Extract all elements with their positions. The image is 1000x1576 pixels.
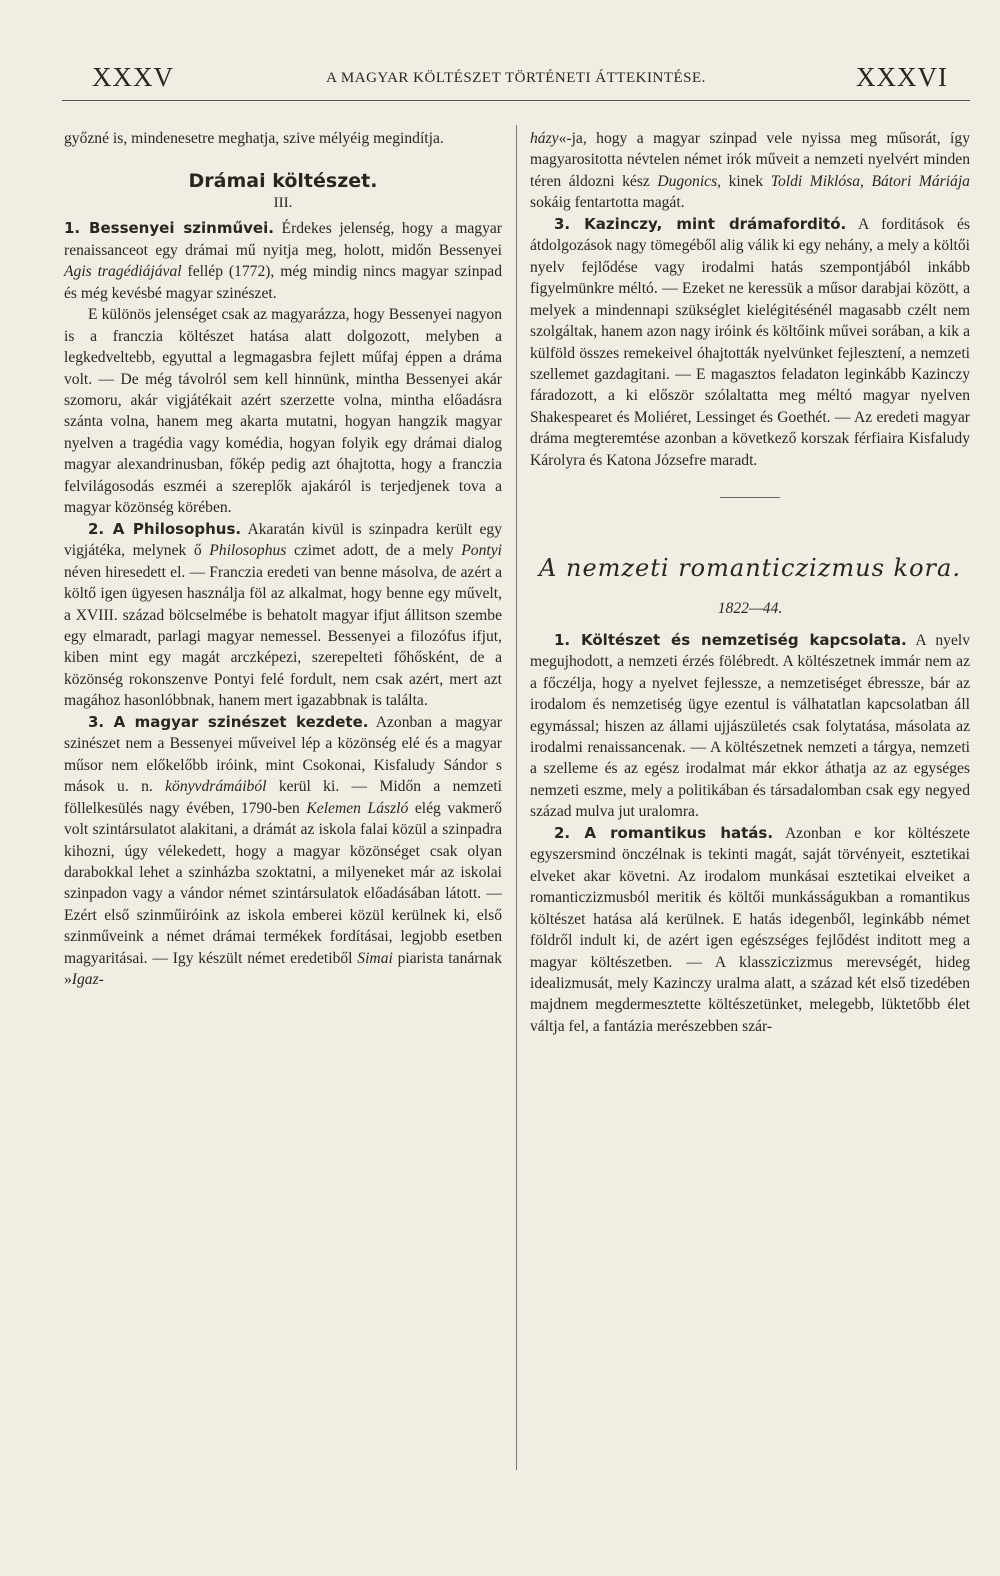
paragraph: 3. A magyar szinészet kezdete. Azonban a magyar szinészet nem a Bessenyei műveivel lép a közönség elé és a magyar műsor nem előkelőbb iróink, mint Csokonai, Kisfaludy Sándor s mások u. n. könyvdrámáiból kerül ki. — Midőn a nemzeti föllelkesülés nagy évében, 1790-ben Kelemen László elég vakmerő volt szintársulatot alakitani, a drámát az iskola falai közül a szinpadra kihozni, úgy vélekedett, hogy a magyar közönséget csak olyan darabokkal lehet a szinházba szoktatni, a milyeneket már az iskolai szinpadon vagy a vándor német szintársulatok előadásában látott. — Ezért első szinműiróink az iskola emberei közül kerülnek ki, első szinműveink a német drámai termékek fordításai, legjobb esetben magyaritásai. — Igy készült német eredetiből Simai piarista tanárnak »Igaz- [64,712,503,989]
subheading: 1. Bessenyei szinművei. [64,219,274,238]
work-title: házy [530,130,559,147]
work-title: Philosophus [209,542,287,560]
subheading: 2. A romantikus hatás. [554,823,774,842]
paragraph: házy«-ja, hogy a magyar szinpad vele nyissa meg műsorát, így magyarositotta névtelen német irók műveit a nemzeti nyelvért minden téren áldozni kész Dugonics, kinek Toldi Miklósa, Bátori Máriája sokáig fentartotta magát. [530,130,970,212]
section-heading: Drámai költészet. [188,170,378,193]
chapter-years: 1822—44. [717,600,783,618]
paragraph: E különös jelenséget csak az magyarázza, hogy Bessenyei nagyon is a franczia költészet hatása alatt dolgozott, melyben a legkedveltebb, egyuttal a legmagasbra fejlett műfaj éppen a dráma volt. — De még távolról sem kell hinnünk, mintha Bessenyei akár szomoru, akár vigjátékait azért szerzette volna, mintha előadásra szánta volna, hanem meg akarta mutatni, hogyan hangzik magyar nyelven a tragédia vagy komédia, hogyan folyik egy drámai dialog magyar alexandrinusban, főkép pedig azt óhajtotta, hogy a franczia felvilágosodás eszméi a szereplők ajakáról is terjedjenek tova a magyar közönség körében. [64,306,502,517]
subheading: 1. Költészet és nemzetiség kapcsolata. [554,630,907,649]
section-separator [720,497,780,498]
subheading: 3. Kazinczy, mint drámaforditó. [554,214,847,233]
running-title: A MAGYAR KÖLTÉSZET TÖRTÉNETI ÁTTEKINTÉSE. [326,70,706,86]
paragraph: 3. Kazinczy, mint drámaforditó. A forditások és átdolgozások nagy tömegéből alig válik ki egy nehány, a mely a költői nyelv fejlődése vagy irodalmi hatás szempontjából inkább figyelmünkre méltó. — Ezeket ne keressük a műsor darabjai között, a melyek a mindennapi szükséglet kielégitésénél magasabb czélt nem szolgáltak, hanem azon nagy iróink és költőink művei sorában, a kik a külföld összes remekeivel óhajtották nyelvünket fejlesztení, a nemzeti szellemet gazdagitani. — E magasztos feladaton leginkább Kazinczy fáradozott, a ki először szólaltatta meg méltó magyar nyelven Shakespearet és Moliéret, Lessinget és Goethét. — Az eredeti magyar dráma megteremtése azonban a következő korszak férfiaira Kisfaludy Károlyra és Katona Józsefre maradt. [530,214,970,469]
paragraph: 2. A romantikus hatás. Azonban e kor költészete egyszersmind önczélnak is tekinti magát, saját törvényeit, esztetikai elveket akar követni. Az irodalom munkásai esztetikai elveiket a romanticzizmusból meritik és költői munkásságukban a romantikus költészet hatása alá kerülnek. E hatás idegenből, leginkább német földről indult ki, de azért igen egészséges fejlődést inditott meg a magyar költészetben. — A klassziczizmus merevségét, hideg idealizmusát, mely Kazinczy uralma alatt, a század két első tizedében majdnem megdermesztette költészetünket, melegebb, lüktetőbb élet váltja fel, a fantázia merészebben szár- [530,823,970,1035]
subheading: 3. A magyar szinészet kezdete. [88,712,369,731]
right-column [530,128,970,1037]
work-title: Pontyi [461,542,502,560]
person-name: Dugonics, [657,172,722,190]
paragraph: 1. Költészet és nemzetiség kapcsolata. A nyelv megujhodott, a nemzeti érzés fölébredt. A költészetnek immár nem az a főczélja, hogy a nyelvet fejlessze, a nemzetiséget ébressze, bár az irodalom és nemzetiség ügye ezentul is válhatatlan kapcsolatban áll egymással; hiszen az állami ujjászületés csak folytatása, másolata az irodalmi renaissancenak. — A költészetnek nemzeti a tárgya, nemzeti a szelleme és az egész irodalmat már ekkor áthatja az az egységes nemzeti eszme, mely a politikában és társadalomban csak egy negyed század mulva jut uralomra. [530,630,970,821]
subheading: 2. A Philosophus. [88,519,242,538]
section-number: III. [273,194,293,211]
left-column [64,128,502,991]
work-title: Agis tragédiájával [64,263,182,281]
work-title: Toldi Miklósa, Bátori Máriája [770,172,970,190]
page-number-right: XXXVI [856,62,948,92]
paragraph: 1. Bessenyei szinművei. Érdekes jelenség, hogy a magyar renaissanceot egy drámai mű nyitja meg, holott, midőn Bessenyei Agis tragédiájával fellép (1772), még mindig nincs magyar szinpad és még kevésbé magyar szinészet. [64,219,503,302]
running-header [62,60,970,101]
person-name: Simai [357,949,393,967]
person-name: Kelemen László [306,799,409,817]
page-number-left: XXXV [92,62,174,92]
chapter-title: A nemzeti romanticzizmus kora. [539,554,961,583]
column-divider [516,125,517,1470]
paragraph: 2. A Philosophus. Akaratán kivül is szinpadra került egy vigjátéka, melynek ő Philosophus czimet adott, de a mely Pontyi néven hiresedett el. — Franczia eredeti van benne másolva, de azért a költő igen ügyesen használja föl az alkalmat, hogy benne egy művelt, a XVIII. század bölcselmébe is behatolt magyar ifjut állitson szembe egy elmaradt, parlagi magyar nemessel. Bessenyei a filozófus ifjut, kiben mint egy magát arczképezi, szerepelteti főhősként, de a közönség rokonszenve Pontyi felé fordult, nem csak azért, mert azt magához hasonlóbbnak, hanem mert igazabbnak is találta. [64,519,502,710]
work-title: Igaz- [71,971,104,989]
work-title: könyvdrámáiból [165,778,267,796]
paragraph: győzné is, mindenesetre meghatja, szive mélyéig megindítja. [64,130,444,147]
